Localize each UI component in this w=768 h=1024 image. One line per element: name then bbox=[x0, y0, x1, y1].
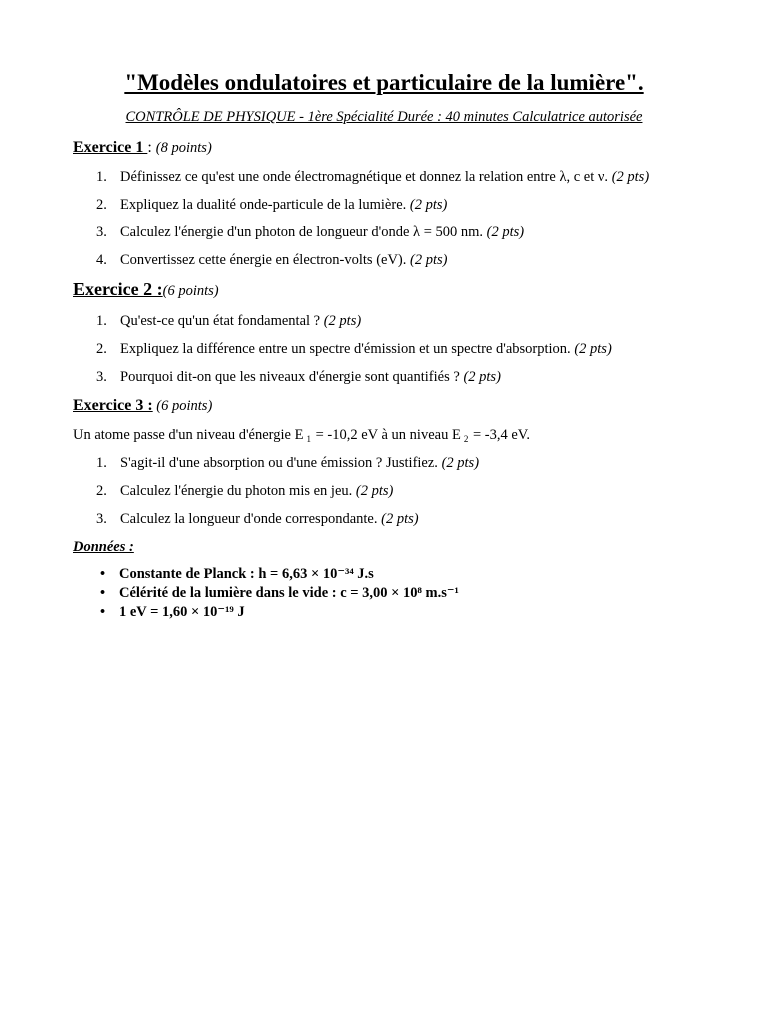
exercice-2-question-3 bbox=[96, 368, 501, 386]
question-points: (2 pts) bbox=[355, 483, 394, 499]
exercice-1-question-3 bbox=[96, 223, 524, 241]
intro-subscript-2: 2 bbox=[463, 434, 469, 444]
intro-text-2: = -10,2 eV à un niveau E bbox=[311, 427, 461, 443]
exercice-2-points: (6 points) bbox=[162, 283, 219, 299]
donnees-heading: Données : bbox=[73, 539, 134, 555]
exercice-1-question-4 bbox=[96, 251, 447, 269]
question-points: (2 pts) bbox=[486, 224, 525, 240]
question-text: Calculez l'énergie du photon mis en jeu. bbox=[120, 483, 356, 499]
exercice-1-question-2 bbox=[96, 196, 447, 214]
question-text: S'agit-il d'une absorption ou d'une émission ? Justifiez. bbox=[120, 455, 442, 471]
question-text: Définissez ce qu'est une onde électromagnétique et donnez la relation entre λ, c et ν. bbox=[120, 169, 612, 185]
exercice-1-heading bbox=[73, 137, 212, 159]
question-number: 1. bbox=[96, 455, 107, 471]
exercice-2-heading bbox=[73, 278, 219, 302]
question-text: Calculez la longueur d'onde correspondante. bbox=[120, 511, 382, 527]
donnee-text: Constante de Planck : h = 6,63 × 10⁻³⁴ J.s bbox=[119, 566, 374, 582]
intro-text-3: = -3,4 eV. bbox=[469, 427, 530, 443]
exercice-2-question-2 bbox=[96, 340, 612, 358]
question-points: (2 pts) bbox=[574, 341, 612, 357]
question-points: (2 pts) bbox=[410, 252, 448, 268]
question-points: (2 pts) bbox=[441, 455, 480, 471]
question-number: 2. bbox=[96, 341, 107, 357]
intro-text-1: Un atome passe d'un niveau d'énergie E bbox=[73, 427, 304, 443]
question-text: Qu'est-ce qu'un état fondamental ? bbox=[120, 313, 324, 329]
page-title: "Modèles ondulatoires et particulaire de la lumière". bbox=[124, 70, 644, 95]
question-number: 3. bbox=[96, 369, 107, 385]
donnee-item-celerite bbox=[100, 584, 459, 602]
question-number: 1. bbox=[96, 169, 107, 185]
donnee-text: 1 eV = 1,60 × 10⁻¹⁹ J bbox=[119, 604, 245, 620]
question-points: (2 pts) bbox=[409, 197, 448, 213]
question-text: Pourquoi dit-on que les niveaux d'énergie sont quantifiés ? bbox=[120, 369, 464, 385]
question-number: 2. bbox=[96, 197, 107, 213]
bullet-icon: • bbox=[100, 566, 106, 582]
question-text: Expliquez la dualité onde-particule de la lumière. bbox=[120, 197, 410, 213]
exercice-1-title: Exercice 1 bbox=[73, 139, 148, 156]
exercice-3-question-1 bbox=[96, 454, 479, 472]
bullet-icon: • bbox=[100, 585, 106, 601]
donnee-item-planck bbox=[100, 565, 374, 583]
exercice-3-question-3 bbox=[96, 510, 419, 528]
question-points: (2 pts) bbox=[381, 511, 419, 527]
question-points: (2 pts) bbox=[611, 169, 650, 185]
question-number: 1. bbox=[96, 313, 107, 329]
question-number: 3. bbox=[96, 511, 107, 527]
question-points: (2 pts) bbox=[463, 369, 501, 385]
exercice-2-title: Exercice 2 : bbox=[73, 279, 163, 299]
exercice-3-question-2 bbox=[96, 482, 393, 500]
question-text: Calculez l'énergie d'un photon de longueur d'onde λ = 500 nm. bbox=[120, 224, 487, 240]
question-number: 3. bbox=[96, 224, 107, 240]
question-number: 4. bbox=[96, 252, 107, 268]
donnee-item-ev bbox=[100, 603, 245, 621]
question-number: 2. bbox=[96, 483, 107, 499]
exercice-1-points: (8 points) bbox=[155, 140, 212, 156]
exercice-1-question-1 bbox=[96, 168, 649, 186]
exercice-2-question-1 bbox=[96, 312, 361, 330]
exercice-3-points: (6 points) bbox=[152, 398, 213, 414]
exam-subtitle: CONTRÔLE DE PHYSIQUE - 1ère Spécialité Durée : 40 minutes Calculatrice autorisée bbox=[125, 109, 643, 125]
donnee-text: Célérité de la lumière dans le vide : c = 3,00 × 10⁸ m.s⁻¹ bbox=[119, 585, 459, 601]
exercice-3-intro bbox=[73, 426, 530, 448]
intro-subscript-1: 1 bbox=[306, 434, 311, 444]
question-points: (2 pts) bbox=[323, 313, 362, 329]
exercice-3-heading bbox=[73, 395, 212, 417]
question-text: Convertissez cette énergie en électron-volts (eV). bbox=[120, 252, 411, 268]
exercice-1-separator: : bbox=[147, 139, 156, 156]
bullet-icon: • bbox=[100, 604, 106, 620]
exercice-3-title: Exercice 3 : bbox=[73, 397, 153, 414]
question-text: Expliquez la différence entre un spectre d'émission et un spectre d'absorption. bbox=[120, 341, 575, 357]
